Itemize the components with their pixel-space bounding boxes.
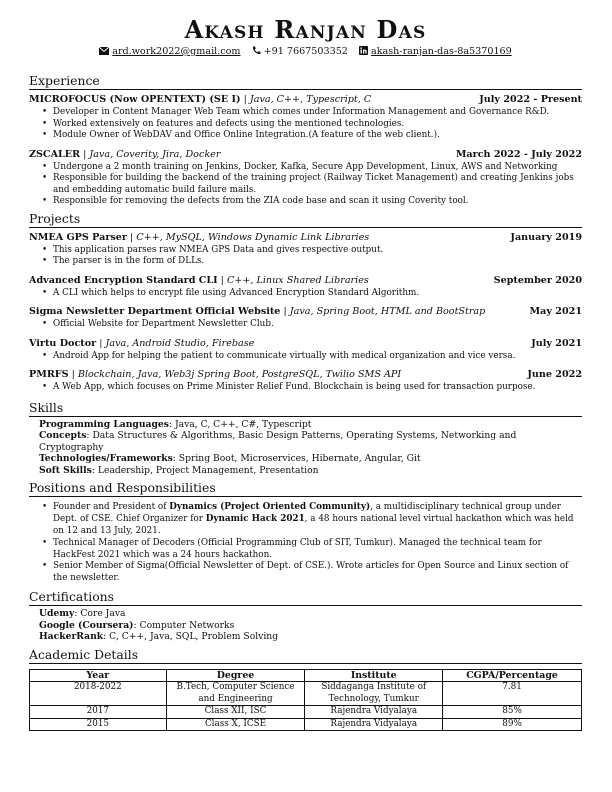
- table-cell: Class X, ICSE: [166, 718, 305, 731]
- table-cell: B.Tech, Computer Science and Engineering: [166, 682, 305, 706]
- positions-heading: Positions and Responsibilities: [29, 480, 582, 497]
- phone-item: [252, 46, 351, 57]
- position-item: • Technical Manager of Decoders (Official Programming Club of SIT, Tumkur). Managed the technical team for HackFest 2021 which was a 24 hours hackathon.: [53, 538, 582, 562]
- entry-org: MICROFOCUS (Now OPENTEXT) (SE I): [29, 94, 241, 105]
- linkedin-item[interactable]: [359, 46, 512, 57]
- table-row: [30, 706, 582, 719]
- table-header: Year: [30, 669, 167, 682]
- entry-tech: Java, C++, Typescript, C: [249, 94, 372, 105]
- entry-bullet: • A Web App, which focuses on Prime Minister Relief Fund. Blockchain is being used for transaction purpose.: [53, 382, 582, 394]
- entry-tech: Java, Android Studio, Firebase: [105, 337, 255, 349]
- entry-date: March 2022 - July 2022: [455, 148, 582, 160]
- entry-tech: C++, MySQL, Windows Dynamic Link Libraries: [136, 231, 370, 243]
- linkedin-link[interactable]: akash-ranjan-das-8a5370169: [370, 46, 512, 57]
- entry-bullet: • Module Owner of WebDAV and Office Online Integration.(A feature of the web client.).: [53, 130, 582, 142]
- entry-org: PMRFS: [29, 369, 69, 380]
- email-icon: [99, 47, 109, 55]
- entry-tech: C++, Linux Shared Libraries: [226, 274, 369, 286]
- entry-org: Sigma Newsletter Department Official Website: [29, 306, 281, 317]
- project-entry: Virtu Doctor | Java, Android Studio, Firebase July 2021 • Android App for helping the patient to communicate virtually with medical organization and vice versa.: [29, 338, 582, 363]
- experience-heading: Experience: [29, 73, 582, 90]
- certifications-heading: Certifications: [29, 589, 582, 606]
- academic-table: [29, 669, 582, 732]
- table-cell: Rajendra Vidyalaya: [305, 718, 443, 731]
- skills-heading: Skills: [29, 400, 582, 417]
- entry-bullet: • Responsible for removing the defects from the ZIA code base and scan it using Coverity tool.: [53, 196, 582, 208]
- email-item[interactable]: [99, 46, 243, 57]
- entry-org: Advanced Encryption Standard CLI: [29, 274, 218, 286]
- table-cell: 2015: [30, 718, 167, 731]
- entry-tech: Java, Coverity, Jira, Docker: [89, 148, 221, 160]
- contact-bar: [29, 45, 582, 59]
- project-entry: Advanced Encryption Standard CLI | C++, Linux Shared Libraries September 2020 • A CLI which helps to encrypt file using Advanced Encryption Standard Algorithm.: [29, 275, 582, 300]
- candidate-name: Akash Ranjan Das: [184, 15, 427, 44]
- table-cell: Siddaganga Institute of Technology, Tumkur: [305, 682, 443, 706]
- resume-page: [29, 16, 582, 731]
- table-cell: Class XII, ISC: [166, 706, 305, 719]
- entry-bullet: • Android App for helping the patient to communicate virtually with medical organization and vice versa.: [53, 351, 582, 363]
- project-entry: Sigma Newsletter Department Official Website | Java, Spring Boot, HTML and BootStrap May 2021 • Official Website for Department Newsletter Club.: [29, 306, 582, 331]
- table-cell: 89%: [443, 718, 582, 731]
- entry-bullet: • Developer in Content Manager Web Team which comes under Information Management and Governance R&D.: [53, 107, 582, 119]
- entry-date: September 2020: [493, 274, 582, 286]
- skill-row: Technologies/Frameworks: Spring Boot, Microservices, Hibernate, Angular, Git: [39, 453, 421, 465]
- entry-bullet: • Undergone a 2 month training on Jenkins, Docker, Kafka, Secure App Development, Linux, AWS and Networking: [53, 162, 582, 174]
- phone-icon: [252, 46, 261, 55]
- linkedin-icon: [359, 46, 368, 55]
- entry-bullet: • Official Website for Department Newsletter Club.: [53, 319, 582, 331]
- academic-heading: Academic Details: [29, 647, 582, 664]
- table-header: Degree: [166, 669, 305, 682]
- entry-tech: Blockchain, Java, Web3j Spring Boot, PostgreSQL, Twilio SMS API: [77, 369, 402, 380]
- skill-row: Programming Languages: Java, C, C++, C#, Typescript: [39, 418, 312, 430]
- entry-bullet: • Worked extensively on features and defects using the mentioned technologies.: [53, 119, 582, 131]
- table-cell: Rajendra Vidyalaya: [305, 706, 443, 719]
- entry-bullet: • Responsible for building the backend of the training project (Railway Ticket Management) and creating Jenkins jobs and embedding automatic build failure mails.: [53, 173, 582, 196]
- table-row: [30, 718, 582, 731]
- table-cell: 2018-2022: [30, 682, 167, 706]
- entry-bullet: • The parser is in the form of DLLs.: [53, 256, 582, 268]
- entry-date: July 2021: [531, 337, 582, 349]
- projects-heading: Projects: [29, 211, 582, 228]
- position-item: • Senior Member of Sigma(Official Newsletter of Dept. of CSE.). Wrote articles for Open Source and Linux section of the newsletter.: [53, 561, 582, 585]
- email-link[interactable]: ard.work2022@gmail.com: [112, 46, 241, 57]
- entry-bullet: • A CLI which helps to encrypt file using Advanced Encryption Standard Algorithm.: [53, 288, 582, 300]
- table-cell: 2017: [30, 706, 167, 719]
- phone-number: +91 7667503352: [263, 46, 348, 57]
- entry-date: May 2021: [529, 306, 582, 317]
- certification-row: Google (Coursera): Computer Networks: [39, 619, 235, 631]
- certifications-list: [29, 608, 582, 643]
- experience-entry: MICROFOCUS (Now OPENTEXT) (SE I) | Java, C++, Typescript, C July 2022 - Present • Developer in Content Manager Web Team which comes under Information Management and Governance R&D. • Worked extensively on features and defects using the mentioned technologies. • Module Owner of WebDAV and Office Online Integration.(A feature of the web client.).: [29, 94, 582, 142]
- project-entry: NMEA GPS Parser | C++, MySQL, Windows Dynamic Link Libraries January 2019 • This application parses raw NMEA GPS Data and gives respective output. • The parser is in the form of DLLs.: [29, 232, 582, 268]
- skill-row: Soft Skills: Leadership, Project Management, Presentation: [39, 464, 319, 476]
- entry-org: NMEA GPS Parser: [29, 231, 127, 243]
- entry-bullet: • This application parses raw NMEA GPS Data and gives respective output.: [53, 245, 582, 257]
- table-header-row: [30, 669, 582, 682]
- entry-org: ZSCALER: [29, 148, 81, 160]
- table-row: [30, 682, 582, 706]
- entry-date: January 2019: [510, 231, 582, 243]
- certification-row: Udemy: Core Java: [39, 608, 126, 620]
- certification-row: HackerRank: C, C++, Java, SQL, Problem Solving: [39, 631, 279, 643]
- experience-entry: ZSCALER | Java, Coverity, Jira, Docker March 2022 - July 2022 • Undergone a 2 month training on Jenkins, Docker, Kafka, Secure App Development, Linux, AWS and Networking • Responsible for building the backend of the training project (Railway Ticket Management) and creating Jenkins jobs and embedding automatic build failure mails. • Responsible for removing the defects from the ZIA code base and scan it using Coverity tool.: [29, 149, 582, 208]
- table-cell: 7.81: [443, 682, 582, 706]
- positions-list: [29, 502, 582, 585]
- table-header: CGPA/Percentage: [443, 669, 582, 682]
- skill-row: Concepts: Data Structures & Algorithms, Basic Design Patterns, Operating Systems, Networking and Cryptography: [39, 430, 517, 453]
- table-header: Institute: [305, 669, 443, 682]
- entry-tech: Java, Spring Boot, HTML and BootStrap: [289, 306, 486, 317]
- entry-date: June 2022: [527, 369, 582, 380]
- project-entry: PMRFS | Blockchain, Java, Web3j Spring Boot, PostgreSQL, Twilio SMS API June 2022 • A Web App, which focuses on Prime Minister Relief Fund. Blockchain is being used for transaction purpose.: [29, 369, 582, 394]
- table-cell: 85%: [443, 706, 582, 719]
- skills-list: [29, 419, 582, 477]
- entry-org: Virtu Doctor: [29, 337, 97, 349]
- position-item: • Founder and President of Dynamics (Project Oriented Community), a multidisciplinary technical group under Dept. of CSE. Chief Organizer for Dynamic Hack 2021, a 48 hours national level virtual hackathon which was held on 12 and 13 July, 2021.: [53, 502, 582, 537]
- entry-date: July 2022 - Present: [479, 94, 582, 105]
